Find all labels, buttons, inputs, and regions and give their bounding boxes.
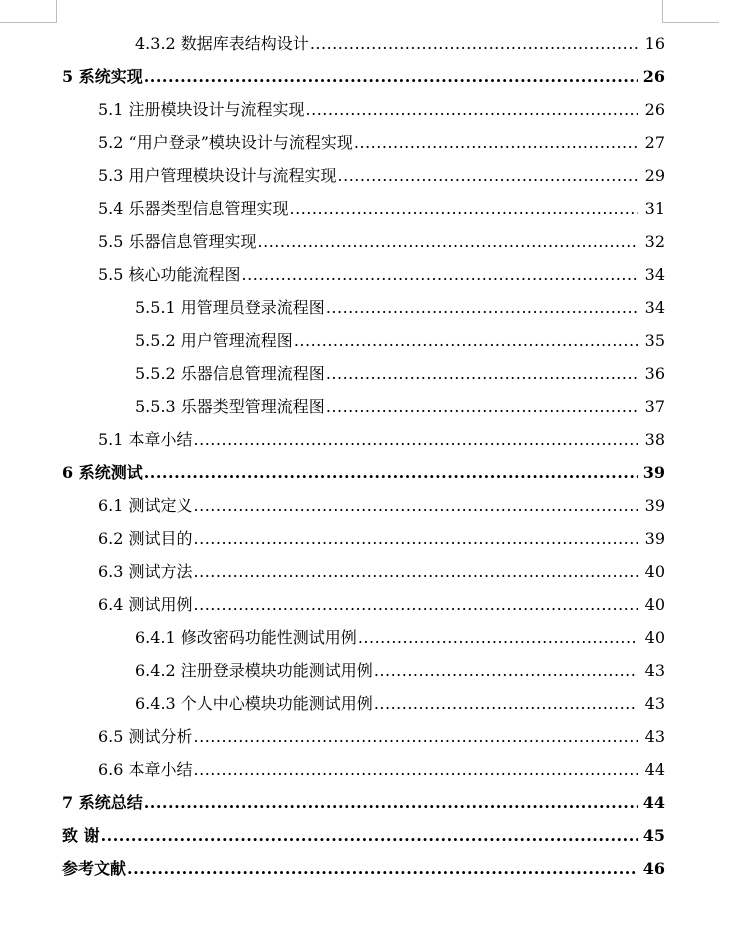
toc-dot-leader	[310, 27, 638, 60]
toc-entry-title: 7 系统总结	[62, 793, 143, 812]
toc-page-number: 26	[642, 67, 665, 86]
toc-page-number: 16	[644, 34, 665, 53]
toc-dot-leader	[194, 588, 638, 621]
toc-entry[interactable]	[0, 423, 730, 456]
toc-entry-title: 致 谢	[62, 826, 100, 845]
toc-page-number: 44	[644, 760, 665, 779]
toc-dot-leader	[326, 357, 638, 390]
toc-entry-title: 5.1 注册模块设计与流程实现	[98, 100, 305, 119]
toc-dot-leader	[374, 654, 638, 687]
toc-entry-title: 6.4 测试用例	[98, 595, 193, 614]
toc-entry[interactable]	[0, 852, 730, 885]
toc-entry[interactable]	[0, 621, 730, 654]
toc-dot-leader	[290, 192, 638, 225]
toc-dot-leader	[101, 819, 638, 852]
toc-dot-leader	[194, 720, 638, 753]
toc-dot-leader	[294, 324, 638, 357]
toc-entry[interactable]	[0, 27, 730, 60]
toc-entry[interactable]	[0, 60, 730, 93]
toc-dot-leader	[374, 687, 638, 720]
toc-entry-title: 5.5 核心功能流程图	[98, 265, 241, 284]
toc-page-number: 31	[644, 199, 665, 218]
toc-entry[interactable]	[0, 159, 730, 192]
toc-entry-title: 5.5.1 用管理员登录流程图	[135, 298, 325, 317]
toc-entry[interactable]	[0, 687, 730, 720]
toc-entry-title: 6.4.1 修改密码功能性测试用例	[135, 628, 357, 647]
toc-entry-title: 6 系统测试	[62, 463, 143, 482]
toc-entry[interactable]	[0, 654, 730, 687]
toc-entry[interactable]	[0, 192, 730, 225]
toc-dot-leader	[127, 852, 638, 885]
toc-page-number: 27	[644, 133, 665, 152]
toc-page-number: 44	[642, 793, 665, 812]
toc-entry[interactable]	[0, 126, 730, 159]
table-of-contents	[0, 27, 730, 885]
toc-entry[interactable]	[0, 390, 730, 423]
toc-dot-leader	[194, 423, 638, 456]
toc-entry-title: 5.2 “用户登录”模块设计与流程实现	[98, 133, 353, 152]
toc-entry-title: 5.3 用户管理模块设计与流程实现	[98, 166, 337, 185]
toc-entry[interactable]	[0, 357, 730, 390]
toc-page-number: 35	[644, 331, 665, 350]
toc-entry[interactable]	[0, 555, 730, 588]
toc-entry-title: 5.5.3 乐器类型管理流程图	[135, 397, 325, 416]
toc-dot-leader	[354, 126, 638, 159]
toc-dot-leader	[258, 225, 638, 258]
toc-page-number: 40	[644, 595, 665, 614]
toc-page-number: 40	[644, 562, 665, 581]
toc-entry-title: 5.5.2 乐器信息管理流程图	[135, 364, 325, 383]
toc-page-number: 40	[644, 628, 665, 647]
toc-entry-title: 5 系统实现	[62, 67, 143, 86]
toc-page-number: 37	[644, 397, 665, 416]
toc-entry-title: 6.4.3 个人中心模块功能测试用例	[135, 694, 373, 713]
toc-entry-title: 6.6 本章小结	[98, 760, 193, 779]
toc-dot-leader	[326, 291, 638, 324]
toc-dot-leader	[144, 456, 638, 489]
toc-dot-leader	[306, 93, 638, 126]
toc-entry-title: 6.3 测试方法	[98, 562, 193, 581]
toc-page-number: 38	[644, 430, 665, 449]
toc-entry[interactable]	[0, 720, 730, 753]
toc-dot-leader	[338, 159, 638, 192]
toc-entry-title: 参考文献	[62, 859, 127, 878]
toc-page-number: 43	[644, 694, 665, 713]
toc-page-number: 43	[644, 727, 665, 746]
toc-entry[interactable]	[0, 588, 730, 621]
toc-dot-leader	[144, 60, 638, 93]
toc-page-number: 46	[642, 859, 665, 878]
toc-page-number: 39	[644, 529, 665, 548]
toc-page-number: 39	[644, 496, 665, 515]
toc-dot-leader	[144, 786, 638, 819]
toc-dot-leader	[194, 555, 638, 588]
toc-page-number: 32	[644, 232, 665, 251]
toc-entry-title: 5.4 乐器类型信息管理实现	[98, 199, 289, 218]
page-corner-mark-right	[662, 0, 719, 23]
toc-entry-title: 5.1 本章小结	[98, 430, 193, 449]
toc-entry[interactable]	[0, 225, 730, 258]
toc-entry-title: 6.2 测试目的	[98, 529, 193, 548]
toc-entry[interactable]	[0, 258, 730, 291]
toc-dot-leader	[194, 522, 638, 555]
toc-entry[interactable]	[0, 786, 730, 819]
toc-page-number: 39	[642, 463, 665, 482]
toc-entry[interactable]	[0, 93, 730, 126]
toc-entry[interactable]	[0, 456, 730, 489]
toc-entry[interactable]	[0, 753, 730, 786]
toc-entry-title: 5.5.2 用户管理流程图	[135, 331, 293, 350]
toc-entry[interactable]	[0, 324, 730, 357]
toc-page-number: 26	[644, 100, 665, 119]
toc-dot-leader	[194, 489, 638, 522]
toc-entry-title: 6.1 测试定义	[98, 496, 193, 515]
toc-page-number: 36	[644, 364, 665, 383]
toc-entry-title: 4.3.2 数据库表结构设计	[135, 34, 309, 53]
toc-dot-leader	[326, 390, 638, 423]
toc-dot-leader	[242, 258, 638, 291]
page-corner-mark-left	[0, 0, 57, 23]
toc-entry-title: 5.5 乐器信息管理实现	[98, 232, 257, 251]
toc-page-number: 43	[644, 661, 665, 680]
toc-entry-title: 6.4.2 注册登录模块功能测试用例	[135, 661, 373, 680]
toc-entry[interactable]	[0, 522, 730, 555]
toc-page-number: 45	[642, 826, 665, 845]
toc-entry-title: 6.5 测试分析	[98, 727, 193, 746]
toc-entry[interactable]	[0, 291, 730, 324]
toc-dot-leader	[358, 621, 638, 654]
toc-entry[interactable]	[0, 819, 730, 852]
toc-page-number: 34	[644, 265, 665, 284]
toc-entry[interactable]	[0, 489, 730, 522]
toc-page-number: 29	[644, 166, 665, 185]
toc-page-number: 34	[644, 298, 665, 317]
toc-dot-leader	[194, 753, 638, 786]
